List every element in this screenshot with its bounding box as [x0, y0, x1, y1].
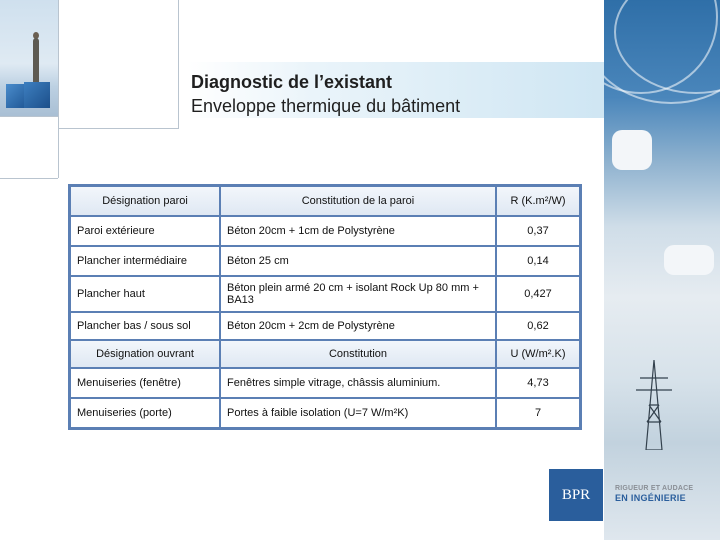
column-header: Désignation paroi	[70, 186, 220, 216]
page-subtitle: Enveloppe thermique du bâtiment	[191, 96, 461, 116]
photo-person	[612, 130, 652, 170]
thermal-envelope-table	[68, 184, 582, 430]
table-cell: 0,62	[496, 312, 580, 340]
table-row	[70, 246, 580, 276]
table-row	[70, 276, 580, 312]
table-cell: 0,427	[496, 276, 580, 312]
table-cell: Béton plein armé 20 cm + isolant Rock Up 80 mm + BA13	[220, 276, 496, 312]
pylon-icon	[632, 360, 676, 450]
table-cell: Béton 20cm + 1cm de Polystyrène	[220, 216, 496, 246]
column-header: Désignation ouvrant	[70, 340, 220, 368]
table-row	[70, 312, 580, 340]
frame-line	[58, 128, 179, 129]
photo-person	[664, 245, 714, 275]
column-header: R (K.m²/W)	[496, 186, 580, 216]
frame-line	[0, 116, 58, 117]
table-cell: Portes à faible isolation (U=7 W/m²K)	[220, 398, 496, 428]
table-row	[70, 216, 580, 246]
page-title: Diagnostic de l’existant	[191, 72, 393, 92]
column-header: Constitution	[220, 340, 496, 368]
table-cell: 4,73	[496, 368, 580, 398]
photo-figure	[33, 38, 39, 82]
side-photo-strip	[604, 0, 720, 540]
table-cell: Fenêtres simple vitrage, châssis aluminium.	[220, 368, 496, 398]
header-photo	[0, 0, 58, 116]
photo-block	[6, 84, 24, 108]
table-cell: Paroi extérieure	[70, 216, 220, 246]
logo-tagline: EN INGÉNIERIE	[615, 493, 686, 503]
table-cell: Menuiseries (fenêtre)	[70, 368, 220, 398]
frame-line	[178, 0, 179, 128]
table-row	[70, 398, 580, 428]
frame-line	[0, 178, 58, 179]
column-header: Constitution de la paroi	[220, 186, 496, 216]
logo-tagline: RIGUEUR ET AUDACE	[615, 485, 694, 492]
table-header-row	[70, 340, 580, 368]
table-cell: 0,37	[496, 216, 580, 246]
table-cell: Plancher bas / sous sol	[70, 312, 220, 340]
table-row	[70, 368, 580, 398]
table-cell: Plancher intermédiaire	[70, 246, 220, 276]
company-logo: BPR	[549, 469, 603, 521]
table-header-row	[70, 186, 580, 216]
photo-cube	[24, 82, 50, 108]
table-cell: Plancher haut	[70, 276, 220, 312]
table-cell: Menuiseries (porte)	[70, 398, 220, 428]
table-cell: 7	[496, 398, 580, 428]
frame-line	[58, 0, 59, 178]
table-cell: 0,14	[496, 246, 580, 276]
table-cell: Béton 25 cm	[220, 246, 496, 276]
table-cell: Béton 20cm + 2cm de Polystyrène	[220, 312, 496, 340]
column-header: U (W/m².K)	[496, 340, 580, 368]
